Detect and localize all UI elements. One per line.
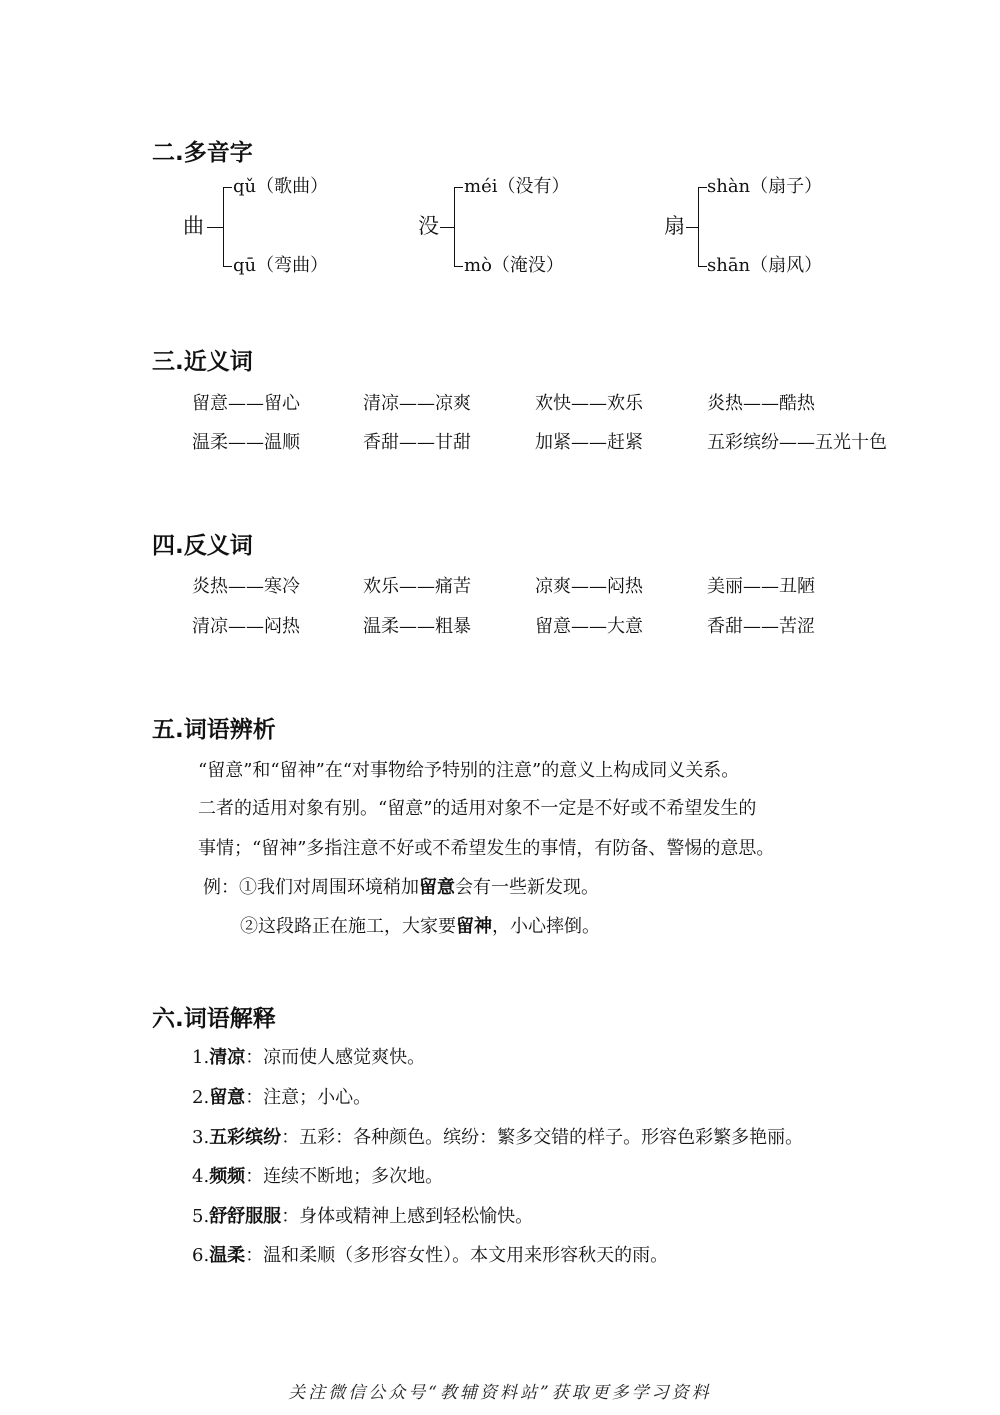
explanation-item: 4.频频：连续不断地；多次地。: [192, 1166, 444, 1187]
polyphone-reading-top: méi（没有）: [464, 176, 570, 197]
bracket: [698, 187, 707, 267]
antonym-pair: 欢乐——痛苦: [363, 576, 471, 597]
section-heading-synonyms: 三.近义词: [152, 349, 253, 375]
explanation-item: 5.舒舒服服：身体或精神上感到轻松愉快。: [192, 1206, 534, 1227]
polyphone-reading-bottom: mò（淹没）: [464, 255, 564, 276]
antonym-pair: 香甜——苦涩: [707, 616, 815, 637]
synonym-pair: 五彩缤纷——五光十色: [707, 432, 887, 453]
synonym-pair: 加紧——赶紧: [535, 432, 643, 453]
bracket: [223, 187, 232, 267]
explanation-item: 1.清凉：凉而使人感觉爽快。: [192, 1047, 426, 1068]
antonym-pair: 美丽——丑陋: [707, 576, 815, 597]
synonym-pair: 清凉——凉爽: [363, 393, 471, 414]
explanation-item: 2.留意：注意；小心。: [192, 1087, 372, 1108]
synonym-pair: 香甜——甘甜: [363, 432, 471, 453]
polyphone-reading-bottom: shān（扇风）: [707, 255, 823, 276]
synonym-pair: 留意——留心: [192, 393, 300, 414]
section-heading-explanation: 六.词语解释: [152, 1006, 276, 1032]
section-heading-polyphone: 二.多音字: [152, 140, 253, 166]
section-heading-antonyms: 四.反义词: [152, 533, 253, 559]
synonym-pair: 温柔——温顺: [192, 432, 300, 453]
polyphone-char: 曲: [183, 214, 204, 238]
polyphone-reading-bottom: qū（弯曲）: [233, 255, 329, 276]
antonym-pair: 清凉——闷热: [192, 616, 300, 637]
synonym-pair: 炎热——酷热: [707, 393, 815, 414]
synonym-pair: 欢快——欢乐: [535, 393, 643, 414]
antonym-pair: 温柔——粗暴: [363, 616, 471, 637]
analysis-line: “留意”和“留神”在“对事物给予特别的注意”的意义上构成同义关系。: [198, 760, 740, 781]
polyphone-reading-top: shàn（扇子）: [707, 176, 823, 197]
polyphone-char: 扇: [664, 214, 685, 238]
explanation-item: 3.五彩缤纷：五彩：各种颜色。缤纷：繁多交错的样子。形容色彩繁多艳丽。: [192, 1127, 804, 1148]
antonym-pair: 留意——大意: [535, 616, 643, 637]
polyphone-reading-top: qǔ（歌曲）: [233, 176, 329, 197]
explanation-item: 6.温柔：温和柔顺（多形容女性）。本文用来形容秋天的雨。: [192, 1245, 669, 1266]
section-heading-analysis: 五.词语辨析: [152, 717, 276, 743]
analysis-example-2: ②这段路正在施工，大家要留神，小心摔倒。: [240, 916, 600, 937]
polyphone-char: 没: [418, 214, 439, 238]
bracket: [454, 187, 463, 267]
analysis-line: 二者的适用对象有别。“留意”的适用对象不一定是不好或不希望发生的: [198, 798, 757, 819]
analysis-example-1: 例：①我们对周围环境稍加留意会有一些新发现。: [203, 877, 599, 898]
analysis-line: 事情；“留神”多指注意不好或不希望发生的事情，有防备、警惕的意思。: [198, 838, 775, 859]
antonym-pair: 炎热——寒冷: [192, 576, 300, 597]
antonym-pair: 凉爽——闷热: [535, 576, 643, 597]
footer-note: 关注微信公众号“教辅资料站”获取更多学习资料: [288, 1383, 712, 1403]
